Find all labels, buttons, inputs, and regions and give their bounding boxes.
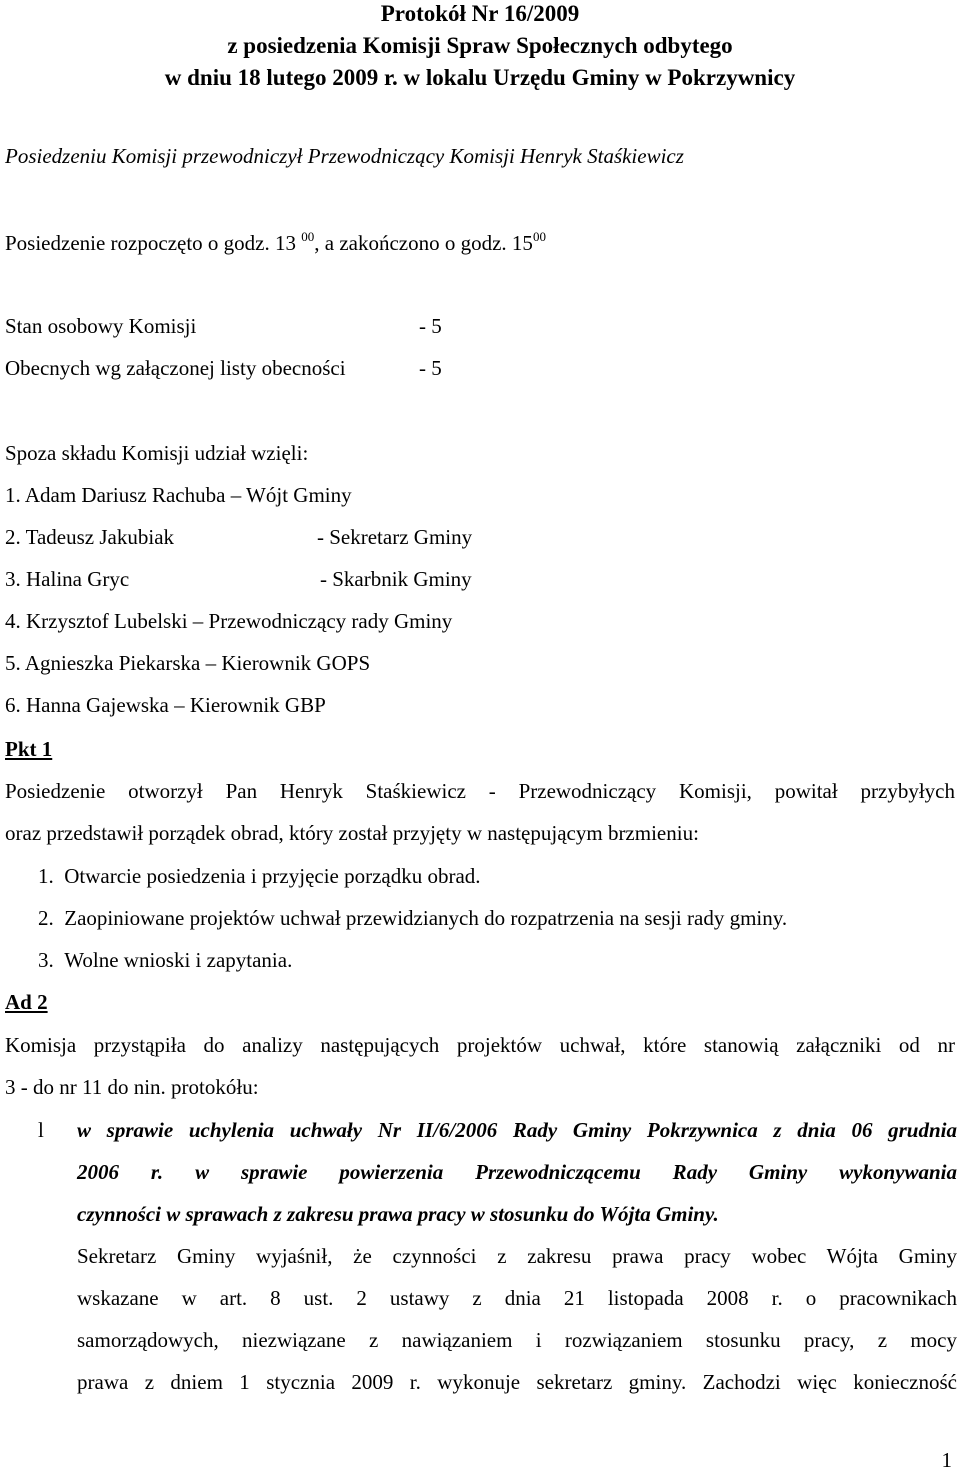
end-minutes: 00: [532, 229, 546, 244]
pkt1-paragraph-line-2: oraz przedstawił porządek obrad, który został przyjęty w następującym brzmieniu:: [5, 821, 699, 845]
committee-size-value: - 5: [419, 314, 442, 338]
section-heading-pkt1: Pkt 1: [5, 737, 53, 761]
bullet-marker: l: [38, 1118, 44, 1142]
explanation-line: wskazane w art. 8 ust. 2 ustawy z dnia 21 listopada 2008 r. o pracownikach: [77, 1286, 957, 1310]
resolution-title-line-1: w sprawie uchylenia uchwały Nr II/6/2006 Rady Gminy Pokrzywnica z dnia 06 grudnia: [77, 1118, 957, 1142]
guest-name: 2. Tadeusz Jakubiak: [5, 525, 175, 549]
document-title-line-3: w dniu 18 lutego 2009 r. w lokalu Urzędu Gminy w Pokrzywnicy: [164, 65, 796, 90]
present-label: Obecnych wg załączonej listy obecności: [5, 356, 346, 380]
guest-item: [5, 527, 174, 548]
guest-item: 5. Agnieszka Piekarska – Kierownik GOPS: [5, 651, 371, 675]
ad2-paragraph-line-2: 3 - do nr 11 do nin. protokółu:: [5, 1075, 259, 1099]
end-text: , a zakończono o godz. 15: [314, 231, 533, 255]
committee-size-label: Stan osobowy Komisji: [5, 314, 197, 338]
chairman-line: Posiedzeniu Komisji przewodniczył Przewodniczący Komisji Henryk Staśkiewicz: [5, 144, 684, 168]
agenda-item: 1. Otwarcie posiedzenia i przyjęcie porządku obrad.: [38, 864, 481, 888]
start-text: Posiedzenie rozpoczęto o godz. 13: [5, 231, 302, 255]
start-minutes: 00: [301, 229, 315, 244]
page-number: 1: [941, 1448, 952, 1472]
agenda-item: 3. Wolne wnioski i zapytania.: [38, 948, 293, 972]
resolution-title-line-3: czynności w sprawach z zakresu prawa pracy w stosunku do Wójta Gminy.: [77, 1202, 719, 1226]
pkt1-paragraph-line-1: Posiedzenie otworzył Pan Henryk Staśkiewicz - Przewodniczący Komisji, powitał przybyłych: [5, 779, 955, 803]
section-heading-ad2: Ad 2: [5, 990, 48, 1014]
explanation-line: samorządowych, niezwiązane z nawiązaniem i rozwiązaniem stosunku pracy, z mocy: [77, 1328, 957, 1352]
document-title-line-2: z posiedzenia Komisji Spraw Społecznych odbytego: [227, 33, 733, 58]
guest-item: [5, 569, 129, 590]
meeting-times: [5, 230, 546, 254]
guest-role: - Skarbnik Gminy: [320, 567, 472, 591]
guest-name: 3. Halina Gryc: [5, 567, 130, 591]
guests-heading: Spoza składu Komisji udział wzięli:: [5, 441, 309, 465]
resolution-title-line-2: 2006 r. w sprawie powierzenia Przewodniczącemu Rady Gminy wykonywania: [77, 1160, 957, 1184]
guest-role: - Sekretarz Gminy: [317, 525, 473, 549]
explanation-line: prawa z dniem 1 stycznia 2009 r. wykonuje sekretarz gminy. Zachodzi więc konieczność: [77, 1370, 957, 1394]
agenda-item: 2. Zaopiniowane projektów uchwał przewidzianych do rozpatrzenia na sesji rady gminy.: [38, 906, 788, 930]
explanation-line: Sekretarz Gminy wyjaśnił, że czynności z zakresu prawa pracy wobec Wójta Gminy: [77, 1244, 957, 1268]
document-title-line-1: Protokół Nr 16/2009: [380, 1, 580, 26]
guest-item: 1. Adam Dariusz Rachuba – Wójt Gminy: [5, 483, 352, 507]
guest-item: 4. Krzysztof Lubelski – Przewodniczący rady Gminy: [5, 609, 453, 633]
guest-item: 6. Hanna Gajewska – Kierownik GBP: [5, 693, 326, 717]
ad2-paragraph-line-1: Komisja przystąpiła do analizy następujących projektów uchwał, które stanowią załączniki od nr: [5, 1033, 955, 1057]
present-value: - 5: [419, 356, 442, 380]
